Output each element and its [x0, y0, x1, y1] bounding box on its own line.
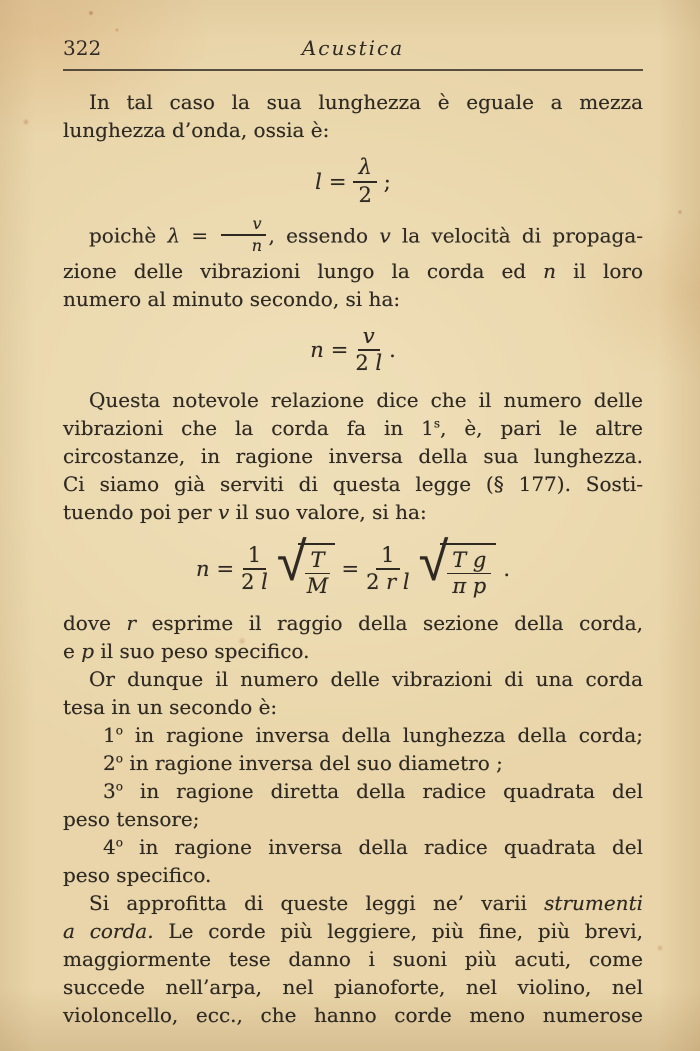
radical-sign: √	[418, 529, 449, 593]
punctuation: ;	[383, 169, 391, 194]
text-line: zione delle vibrazioni lungo la corda ed n il loro	[63, 258, 644, 283]
text-line: Ci siamo già serviti di questa legge (§ 177). Sosti-	[63, 471, 643, 496]
paragraph	[63, 386, 643, 526]
text-line: dove r esprime il raggio della sezione della corda,	[63, 610, 643, 635]
running-title: Acustica	[301, 36, 405, 60]
formula-wavelength	[63, 156, 643, 207]
text-line: numero al minuto secondo, si ha:	[63, 286, 401, 311]
formula-lhs: l	[315, 169, 322, 194]
equals-sign: =	[330, 338, 349, 363]
text-line: maggiormente tese danno i suoni più acuti, come	[63, 946, 643, 971]
text-line: In tal caso la sua lunghezza è eguale a mezza	[89, 90, 643, 114]
text-line: Questa notevole relazione dice che il numero delle	[89, 387, 643, 412]
text-line: e p il suo peso specifico.	[63, 638, 310, 663]
paragraph	[63, 88, 643, 144]
list-item-continuation: peso tensore;	[63, 806, 200, 831]
text-line: Or dunque il numero delle vibrazioni di una corda	[89, 666, 643, 691]
inline-fraction: $\frac{v}{n}$	[221, 215, 266, 255]
body-text	[63, 88, 643, 1029]
page-header	[63, 36, 643, 62]
page-number: 322	[63, 36, 102, 60]
radical	[276, 529, 335, 599]
page-content	[63, 36, 643, 1029]
header-rule	[63, 69, 643, 71]
fraction: $\frac{1}{\text{2 r l}}$	[366, 542, 410, 595]
fraction: $\frac{\text{T g}}{\text{π p}}$	[447, 549, 491, 599]
paragraph	[63, 889, 643, 1029]
radical	[418, 529, 497, 599]
radical-sign: √	[276, 529, 307, 593]
list-item-continuation: peso specifico.	[63, 862, 212, 887]
paragraph	[63, 214, 644, 313]
formula-lhs: n	[195, 557, 210, 582]
paragraph	[63, 665, 643, 721]
text-line: lunghezza d’onda, ossia è:	[63, 118, 330, 142]
list-item: 1$^o$ in ragione inversa della lunghezza della corda;	[103, 722, 643, 747]
fraction: $\frac{T}{M}$	[306, 547, 329, 599]
equals-sign: =	[216, 557, 235, 582]
list-item: 3$^o$ in ragione diretta della radice quadrata del	[103, 778, 643, 803]
punctuation: .	[389, 338, 396, 363]
formula-string-law	[63, 529, 643, 599]
text-line: a corda. Le corde più leggiere, più fine, più brevi,	[63, 918, 643, 943]
fraction: $\frac{1}{2 l}$	[241, 542, 268, 595]
text-line: tuendo poi per v il suo valore, si ha:	[63, 499, 427, 524]
text-line: circostanze, in ragione inversa della sua lunghezza.	[63, 443, 643, 468]
equals-sign: =	[328, 169, 347, 194]
punctuation: .	[503, 557, 511, 582]
text-line: vibrazioni che la corda fa in 1$^s$, è, pari le altre	[63, 415, 643, 440]
text-line: Si approfitta di queste leggi ne’ varii strumenti	[89, 890, 643, 915]
text-line: succede nell’arpa, nel pianoforte, nel violino, nel	[63, 974, 643, 999]
formula-frequency	[63, 325, 643, 376]
text-line: tesa in un secondo è:	[63, 694, 278, 719]
text-line: poichè λ = $\frac{v}{n}$ , essendo v la velocità di propaga-	[89, 214, 644, 255]
text-line: violoncello, ecc., che hanno corde meno numerose	[63, 1002, 643, 1027]
formula-lhs: n	[310, 338, 324, 363]
equals-sign: =	[341, 557, 360, 582]
numbered-list	[63, 721, 643, 889]
list-item: 4$^o$ in ragione inversa della radice quadrata del	[103, 834, 643, 859]
fraction: $\frac{\lambda}{2}$	[353, 156, 376, 207]
paragraph	[63, 609, 643, 665]
fraction: $\frac{v}{2 l}$	[355, 323, 383, 376]
list-item: 2$^o$ in ragione inversa del suo diametro ;	[103, 750, 503, 775]
